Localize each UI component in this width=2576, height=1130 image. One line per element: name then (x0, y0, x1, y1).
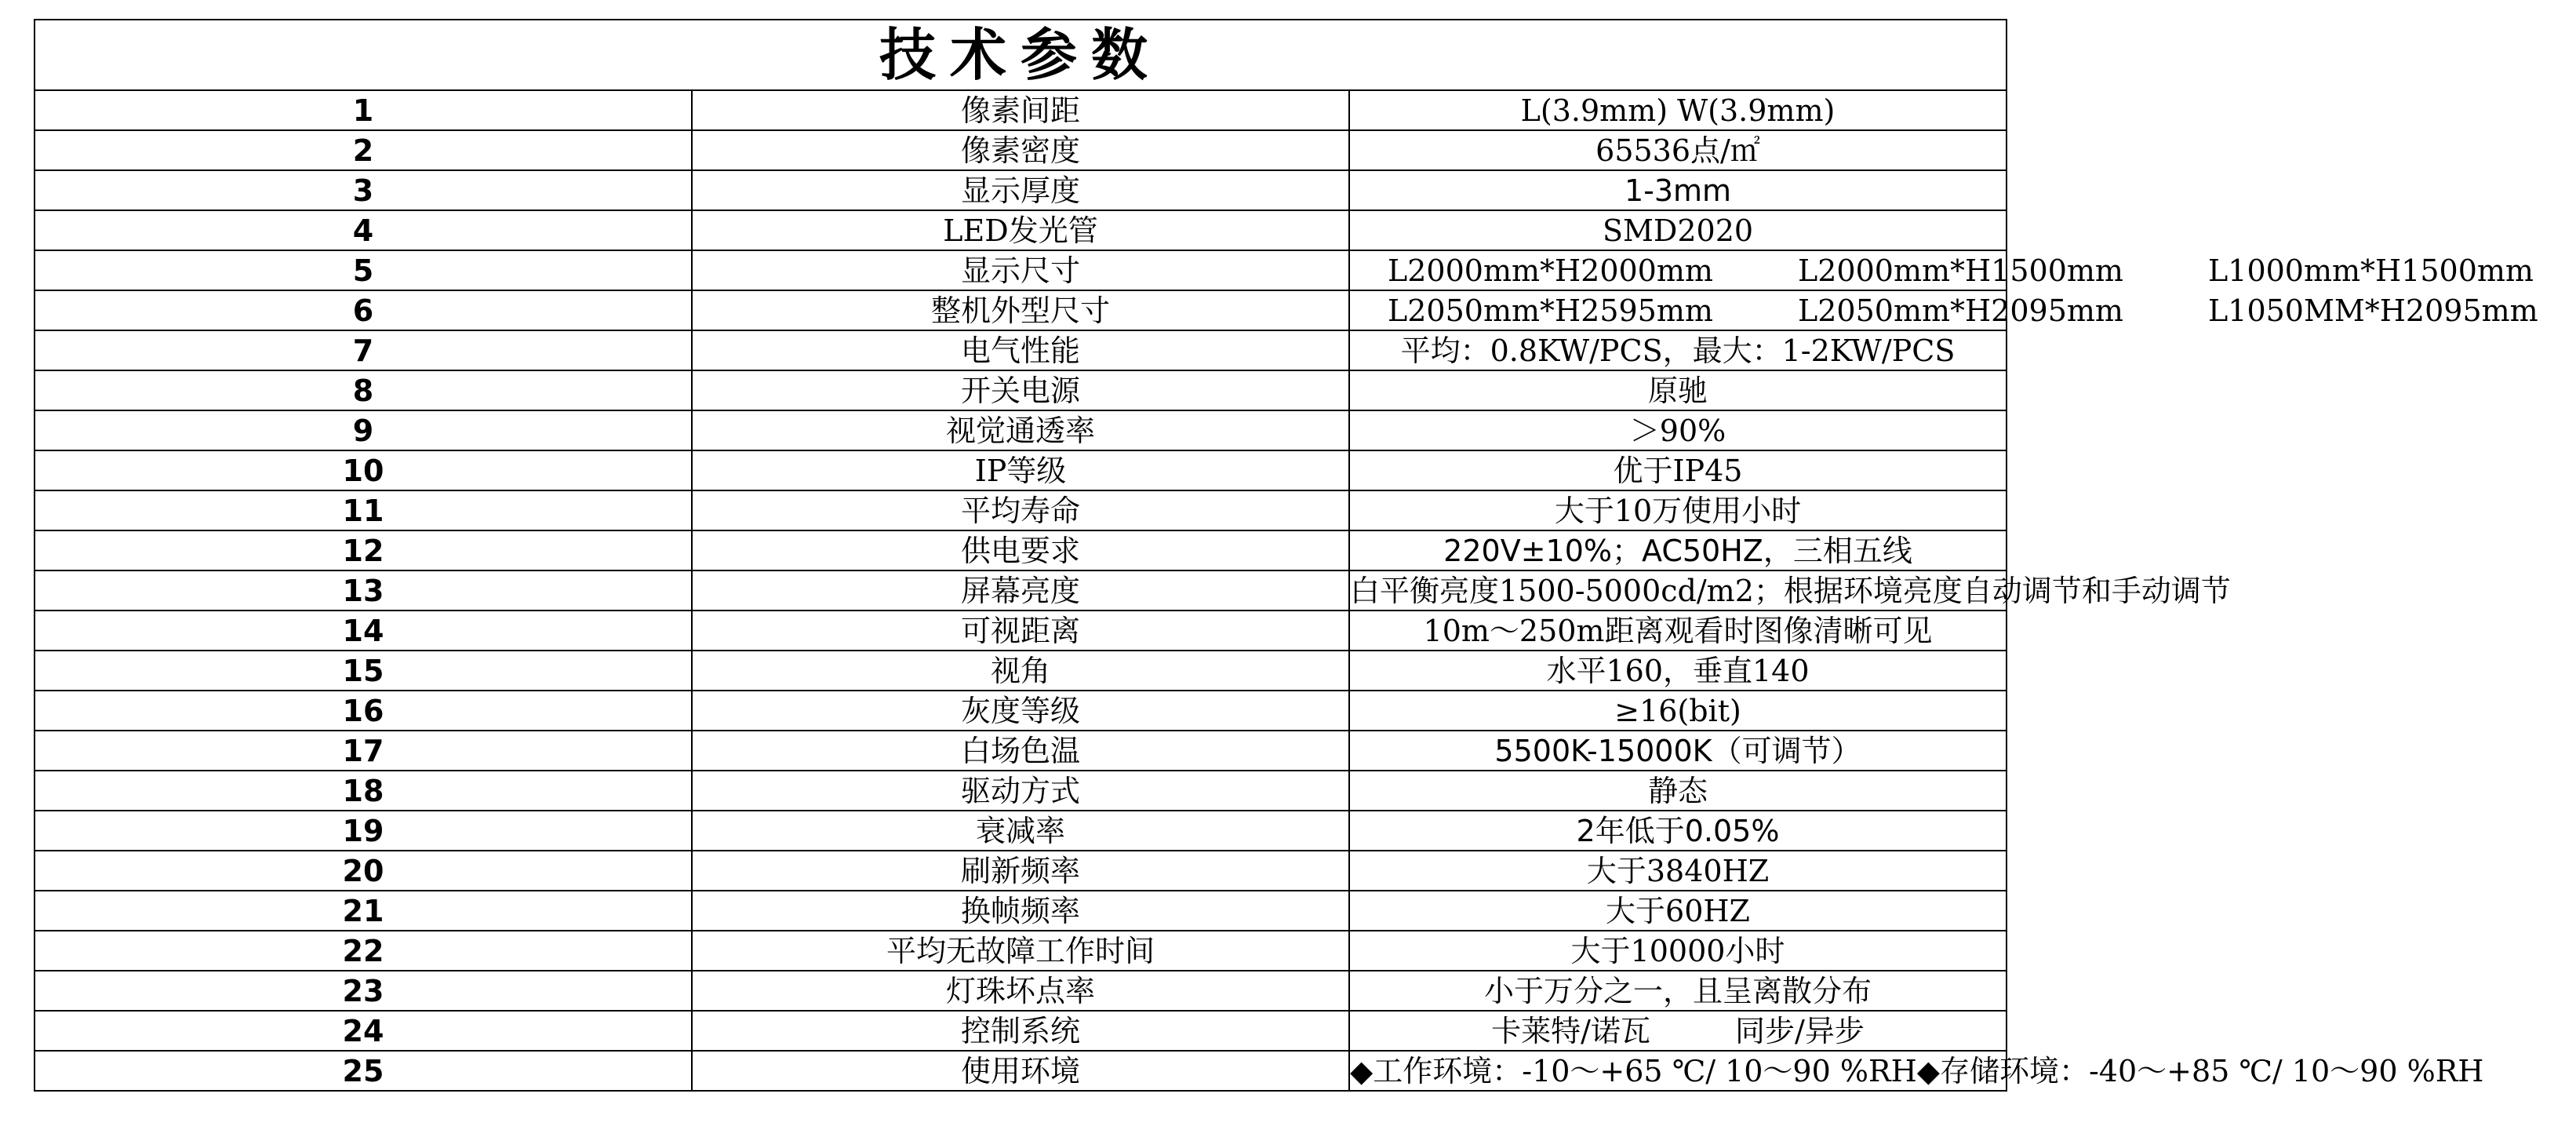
param-value: 220V±10%；AC50HZ，三相五线 (1349, 530, 2007, 570)
table-row (35, 771, 2007, 811)
row-number: 16 (35, 691, 692, 731)
param-value: L(3.9mm) W(3.9mm) (1349, 90, 2007, 130)
table-row (35, 851, 2007, 891)
param-name: 使用环境 (692, 1051, 1349, 1091)
row-number: 14 (35, 611, 692, 651)
row-number: 25 (35, 1051, 692, 1091)
row-number: 13 (35, 570, 692, 611)
param-value (1349, 1011, 2007, 1051)
param-name: 驱动方式 (692, 771, 1349, 811)
table-row (35, 651, 2007, 691)
dimension-option: L1050MM*H2095mm (2208, 293, 2538, 328)
param-value: 优于IP45 (1349, 450, 2007, 490)
size-option: L1000mm*H1500mm (2208, 253, 2534, 288)
param-name: 开关电源 (692, 370, 1349, 410)
param-value: SMD2020 (1349, 210, 2007, 250)
param-value: ◆工作环境：-10～+65 ℃/ 10～90 %RH◆存储环境：-40～+85 ℃/ 10～90 %RH (1349, 1051, 2007, 1091)
size-options (1350, 253, 2571, 288)
param-name: 灯珠坏点率 (692, 971, 1349, 1011)
table-row (35, 611, 2007, 651)
param-name: 白场色温 (692, 731, 1349, 771)
table-row (35, 450, 2007, 490)
row-number: 23 (35, 971, 692, 1011)
row-number: 5 (35, 250, 692, 290)
row-number: 3 (35, 170, 692, 210)
table-row (35, 210, 2007, 250)
param-value: 原驰 (1349, 370, 2007, 410)
row-number: 12 (35, 530, 692, 570)
param-name: 像素间距 (692, 90, 1349, 130)
param-value: 白平衡亮度1500-5000cd/m2；根据环境亮度自动调节和手动调节 (1349, 570, 2007, 611)
title-row (35, 20, 2007, 90)
param-value: 水平160，垂直140 (1349, 651, 2007, 691)
table-row (35, 931, 2007, 971)
table-row (35, 971, 2007, 1011)
row-number: 1 (35, 90, 692, 130)
row-number: 20 (35, 851, 692, 891)
param-value: 小于万分之一，且呈离散分布 (1349, 971, 2007, 1011)
table-row (35, 370, 2007, 410)
param-value: 大于3840HZ (1349, 851, 2007, 891)
row-number: 22 (35, 931, 692, 971)
table-row (35, 330, 2007, 370)
param-name: 整机外型尺寸 (692, 290, 1349, 330)
table-row (35, 570, 2007, 611)
param-value: ＞90% (1349, 410, 2007, 450)
row-number: 6 (35, 290, 692, 330)
param-value: 5500K-15000K（可调节） (1349, 731, 2007, 771)
param-name: 视角 (692, 651, 1349, 691)
table-row (35, 170, 2007, 210)
row-number: 10 (35, 450, 692, 490)
param-name: 衰减率 (692, 811, 1349, 851)
param-value (1349, 250, 2534, 290)
table-row (35, 130, 2007, 170)
table-row (35, 290, 2007, 330)
row-number: 18 (35, 771, 692, 811)
param-value: 1-3mm (1349, 170, 2007, 210)
param-name: 刷新频率 (692, 851, 1349, 891)
param-name: 灰度等级 (692, 691, 1349, 731)
param-value: 大于10万使用小时 (1349, 490, 2007, 530)
table-row (35, 811, 2007, 851)
table-row (35, 250, 2007, 290)
table-row (35, 691, 2007, 731)
row-number: 11 (35, 490, 692, 530)
param-value (1349, 290, 2538, 330)
row-number: 9 (35, 410, 692, 450)
param-value: 65536点/㎡ (1349, 130, 2007, 170)
param-name: 像素密度 (692, 130, 1349, 170)
spec-table (34, 19, 2538, 1092)
row-number: 4 (35, 210, 692, 250)
param-name: 可视距离 (692, 611, 1349, 651)
row-number: 8 (35, 370, 692, 410)
param-name: IP等级 (692, 450, 1349, 490)
param-value: 平均：0.8KW/PCS，最大：1-2KW/PCS (1349, 330, 2007, 370)
dimension-option: L2050mm*H2095mm (1798, 293, 2123, 328)
size-option: L2000mm*H1500mm (1798, 253, 2123, 288)
param-value: 大于60HZ (1349, 891, 2007, 931)
row-number: 15 (35, 651, 692, 691)
param-value: 10m～250m距离观看时图像清晰可见 (1349, 611, 2007, 651)
param-name: 换帧频率 (692, 891, 1349, 931)
param-name: 视觉通透率 (692, 410, 1349, 450)
row-number: 2 (35, 130, 692, 170)
table-row (35, 410, 2007, 450)
row-number: 19 (35, 811, 692, 851)
table-row (35, 731, 2007, 771)
param-value: ≥16(bit) (1349, 691, 2007, 731)
table-row (35, 1011, 2007, 1051)
param-value: 大于10000小时 (1349, 931, 2007, 971)
table-row (35, 1051, 2007, 1091)
param-value: 2年低于0.05% (1349, 811, 2007, 851)
param-value: 静态 (1349, 771, 2007, 811)
param-name: 屏幕亮度 (692, 570, 1349, 611)
param-name: LED发光管 (692, 210, 1349, 250)
param-name: 控制系统 (692, 1011, 1349, 1051)
table-row (35, 90, 2007, 130)
param-name: 显示厚度 (692, 170, 1349, 210)
size-option: L2000mm*H2000mm (1388, 253, 1713, 288)
control-system-options (1454, 1013, 1902, 1048)
param-name: 平均无故障工作时间 (692, 931, 1349, 971)
param-name: 显示尺寸 (692, 250, 1349, 290)
row-number: 7 (35, 330, 692, 370)
dimension-option: L2050mm*H2595mm (1388, 293, 1713, 328)
control-system-mode: 同步/异步 (1735, 1013, 1865, 1048)
dimension-options (1350, 293, 2576, 328)
row-number: 21 (35, 891, 692, 931)
param-name: 电气性能 (692, 330, 1349, 370)
table-row (35, 490, 2007, 530)
table-row (35, 891, 2007, 931)
param-name: 供电要求 (692, 530, 1349, 570)
row-number: 17 (35, 731, 692, 771)
control-system-brand: 卡莱特/诺瓦 (1491, 1013, 1650, 1048)
table-title: 技术参数 (35, 20, 2007, 90)
param-name: 平均寿命 (692, 490, 1349, 530)
table-row (35, 530, 2007, 570)
row-number: 24 (35, 1011, 692, 1051)
